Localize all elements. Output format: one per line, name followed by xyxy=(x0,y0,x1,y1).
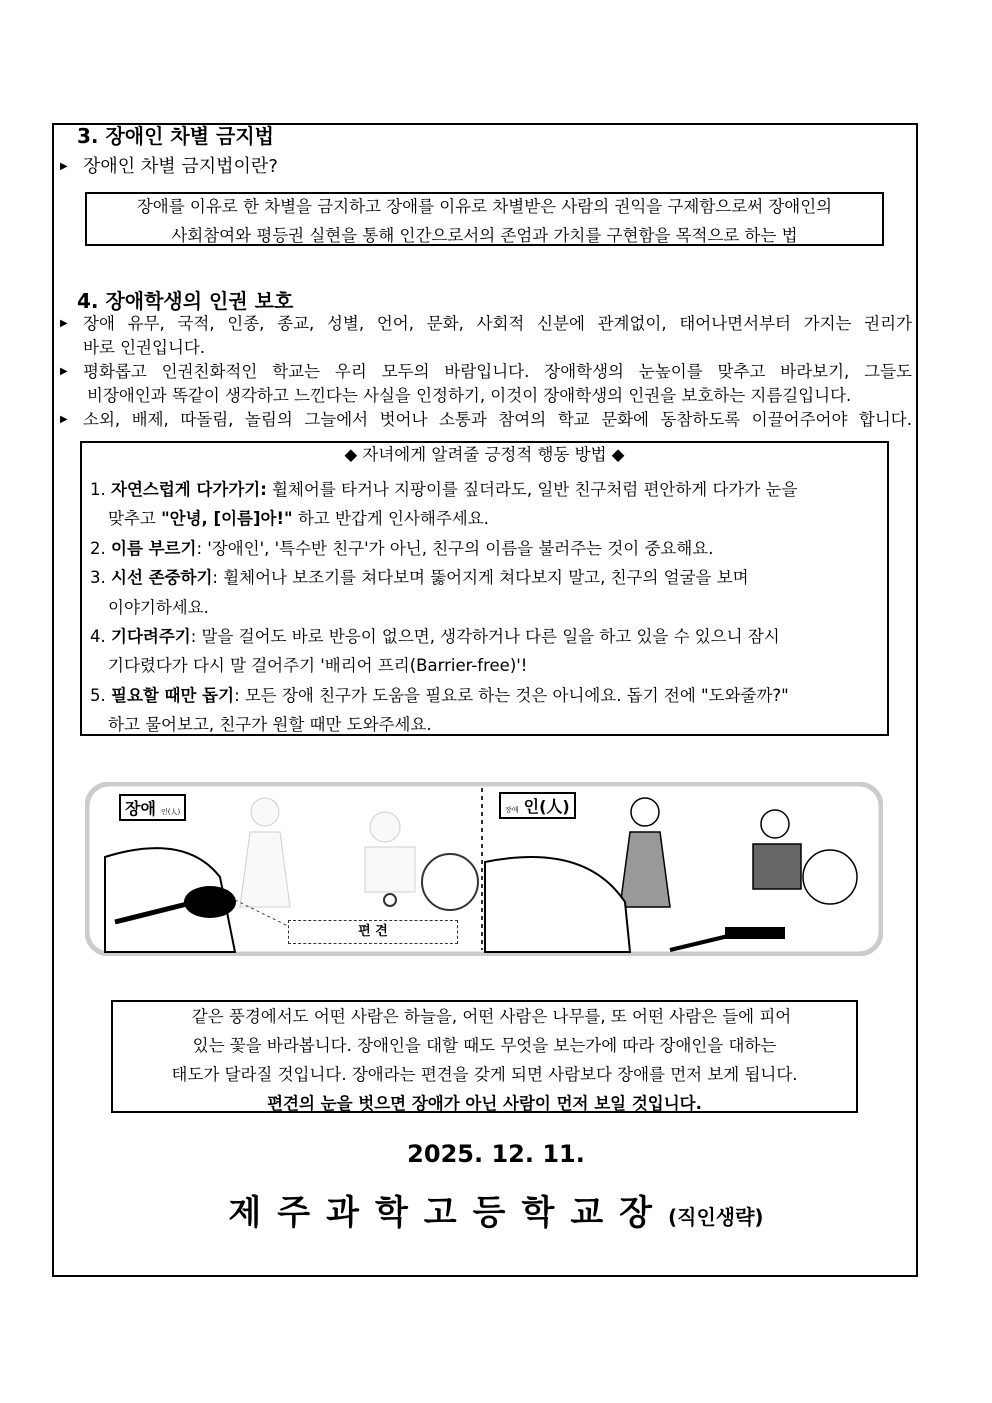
tips-box xyxy=(80,441,889,736)
bullet-icon: ▶ xyxy=(60,414,68,425)
message-line: 있는 꽃을 바라봅니다. 장애인을 대할 때도 무엇을 보는가에 따라 장애인을 대하는 xyxy=(192,1036,777,1055)
bullet-icon: ▶ xyxy=(60,366,68,377)
message-line: 같은 풍경에서도 어떤 사람은 하늘을, 어떤 사람은 나무를, 또 어떤 사람은 들에 피어 xyxy=(191,1007,792,1026)
tip-number: 4. xyxy=(90,627,106,647)
tip-greeting: "안녕, [이름]아!" xyxy=(161,509,293,529)
tip-heading: 필요할 때만 돕기 xyxy=(111,685,235,705)
definition-line: 사회참여와 평등권 실현을 통해 인간으로서의 존엄과 가치를 구현함을 목적으로 하는 법 xyxy=(171,226,798,245)
section3-title: 3. 장애인 차별 금지법 xyxy=(77,124,274,148)
tip-heading: 기다려주기 xyxy=(111,627,191,647)
seal-omitted-note: (직인생략) xyxy=(668,1205,764,1229)
bullet-icon: ▶ xyxy=(60,161,68,172)
definition-line: 장애를 이유로 한 차별을 금지하고 장애를 이유로 차별받은 사람의 권익을 구제함으로써 장애인의 xyxy=(136,197,833,216)
tip-text: 휠체어를 타거나 지팡이를 짚더라도, 일반 친구처럼 편안하게 다가가 눈을 xyxy=(266,480,798,499)
tip-item xyxy=(90,475,879,534)
definition-box xyxy=(85,192,884,246)
signature xyxy=(0,1185,992,1234)
message-box xyxy=(111,1000,858,1113)
tip-text: 하고 반갑게 인사해주세요. xyxy=(292,509,489,529)
document-date: 2025. 12. 11. xyxy=(407,1140,585,1168)
bias-label: 편 견 xyxy=(288,920,458,944)
tip-text: 기다렸다가 다시 말 걸어주기 '배리어 프리(Barrier-free)'! xyxy=(108,656,528,676)
rights-bullet: ▶ 장애 유무, 국적, 인종, 종교, 성별, 언어, 문화, 사회적 신분에 관계없이, 태어나면서부터 가지는 권리가 바로 인권입니다. xyxy=(60,314,912,357)
tip-heading: 이름 부르기 xyxy=(111,538,197,558)
tip-number: 2. xyxy=(90,538,106,558)
bullet-icon: ▶ xyxy=(60,318,68,329)
tip-text: 하고 물어보고, 친구가 원할 때만 도와주세요. xyxy=(108,715,432,735)
tip-item xyxy=(90,534,879,563)
label-small: 인(人) xyxy=(161,808,181,816)
tip-number: 3. xyxy=(90,568,106,588)
bias-illustration xyxy=(85,782,883,956)
tip-text: : '장애인', '특수반 친구'가 아닌, 친구의 이름을 불러주는 것이 중요해요. xyxy=(196,538,714,558)
label-big: 장애 xyxy=(125,799,156,818)
tip-text: 이야기하세요. xyxy=(108,597,209,617)
tip-item xyxy=(90,681,879,740)
tip-text: 맞추고 xyxy=(108,509,162,529)
tip-item xyxy=(90,622,879,681)
disabled-label-left xyxy=(119,794,186,821)
tip-heading: 자연스럽게 다가가기: xyxy=(111,480,267,499)
tip-item xyxy=(90,563,879,622)
section4-title: 4. 장애학생의 인권 보호 xyxy=(77,289,294,313)
tips-title: ◆ 자녀에게 알려줄 긍정적 행동 방법 ◆ xyxy=(344,445,625,464)
label-big: 인(人) xyxy=(523,797,570,816)
message-bold-line: 편견의 눈을 벗으면 장애가 아닌 사람이 먼저 보일 것입니다. xyxy=(267,1094,702,1113)
tip-heading: 시선 존중하기 xyxy=(111,568,213,588)
message-line: 태도가 달라질 것입니다. 장애라는 편견을 갖게 되면 사람보다 장애를 먼저 보게 됩니다. xyxy=(171,1065,798,1084)
tip-text: : 말을 걸어도 바로 반응이 없으면, 생각하거나 다른 일을 하고 있을 수 있으니 잠시 xyxy=(190,627,780,647)
label-small: 장애 xyxy=(505,806,519,814)
person-label-right xyxy=(499,792,576,819)
tip-number: 5. xyxy=(90,685,106,705)
section3-bullet: ▶ 장애인 차별 금지법이란? xyxy=(60,156,278,177)
cartoon-image xyxy=(85,782,883,956)
tip-text: : 휠체어나 보조기를 쳐다보며 뚫어지게 쳐다보지 말고, 친구의 얼굴을 보며 xyxy=(212,568,749,588)
rights-bullet: ▶ 평화롭고 인권친화적인 학교는 우리 모두의 바람입니다. 장애학생의 눈높이를 맞추고 바라보기, 그들도 비장애인과 똑같이 생각하고 느낀다는 사실을 인정하기, 이것이 장애학생의 인권을 보호하는 지름길입니다. xyxy=(60,362,912,405)
rights-bullet: ▶ 소외, 배제, 따돌림, 놀림의 그늘에서 벗어나 소통과 참여의 학교 문화에 동참하도록 이끌어주어야 합니다. xyxy=(60,408,912,432)
tip-number: 1. xyxy=(90,480,106,499)
school-principal: 제주과학고등학교장 xyxy=(228,1193,669,1233)
tip-text: : 모든 장애 친구가 도움을 필요로 하는 것은 아니에요. 돕기 전에 "도와줄까?" xyxy=(234,685,789,705)
